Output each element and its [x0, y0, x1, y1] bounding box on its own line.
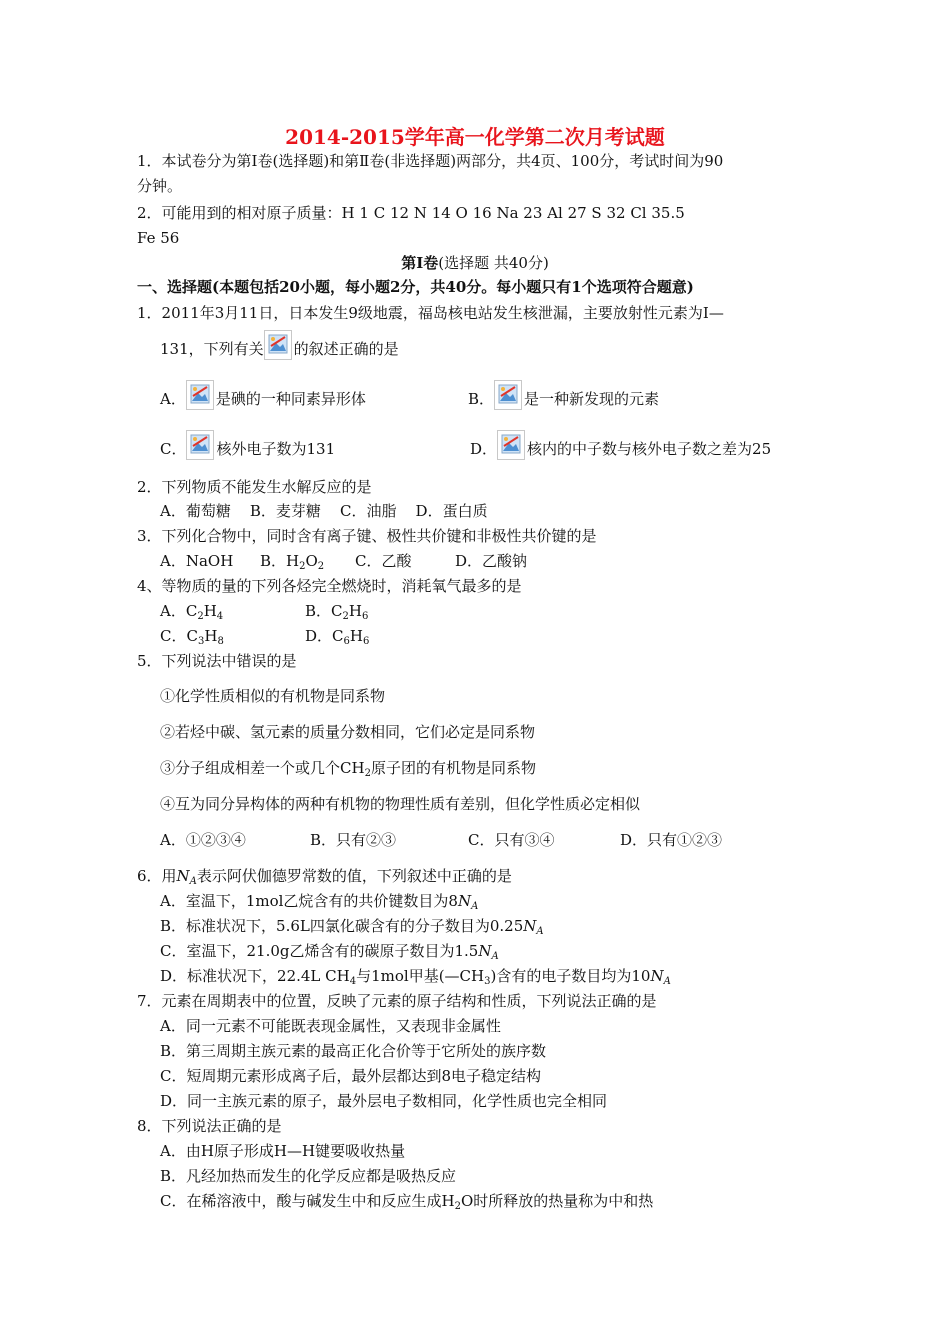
- q6-option-c: [160, 941, 499, 967]
- q1-stem-line-2: [160, 330, 399, 360]
- q8-option-a: A．由H原子形成H—H键要吸收热量: [160, 1142, 406, 1160]
- q4-option-a: [160, 601, 223, 621]
- q1-stem-line-1: 1．2011年3月11日，日本发生9级地震，福岛核电站发生核泄漏，主要放射性元素为I—: [137, 304, 724, 322]
- q3-option-a: A．NaOH: [160, 552, 234, 570]
- q4-a-t1: A．C: [160, 602, 198, 620]
- q4-c-t3: H: [204, 627, 218, 645]
- q5-statement-1: ①化学性质相似的有机物是同系物: [160, 687, 386, 705]
- q7-option-a: A．同一元素不可能既表现金属性，又表现非金属性: [160, 1017, 501, 1035]
- q6-d-t5: )含有的电子数目均为10: [490, 967, 651, 985]
- broken-image-icon: [494, 380, 522, 410]
- q4-a-t3: H: [203, 602, 217, 620]
- q5-s3-t3: 原子团的有机物是同系物: [370, 759, 536, 777]
- avogadro-symbol: [478, 942, 498, 960]
- q4-a-t4: 4: [216, 611, 224, 622]
- q5-statement-4: ④互为同分异构体的两种有机物的物理性质有差别，但化学性质必定相似: [160, 795, 641, 813]
- q2-options: A．葡萄糖 B．麦芽糖 C．油脂 D．蛋白质: [160, 502, 488, 520]
- q4-stem: 4、等物质的量的下列各烃完全燃烧时，消耗氧气最多的是: [137, 577, 522, 595]
- na-letter: N: [523, 917, 537, 935]
- q7-option-c: C．短周期元素形成离子后，最外层都达到8电子稳定结构: [160, 1067, 542, 1085]
- q1-option-a: [160, 380, 366, 410]
- q8-c-t1: C．在稀溶液中，酸与碱发生中和反应生成H: [160, 1192, 455, 1210]
- q4-b-t2: 2: [342, 611, 349, 622]
- q3-b-t2: 2: [299, 561, 306, 572]
- q4-b-t3: H: [348, 602, 362, 620]
- intro-line-3: 2．可能用到的相对原子质量：H 1 C 12 N 14 O 16 Na 23 Al 27 S 32 Cl 35.5: [137, 204, 685, 222]
- q3-b-t4: 2: [317, 561, 325, 572]
- q5-option-b: B．只有②③: [310, 831, 397, 849]
- q1-option-c-text: 核外电子数为131: [216, 440, 336, 458]
- q7-option-d: D．同一主族元素的原子，最外层电子数相同，化学性质也完全相同: [160, 1092, 608, 1110]
- q1-option-c-label: C．: [160, 440, 187, 458]
- section-1-heading: 一、选择题(本题包括20小题，每小题2分，共40分。每小题只有1个选项符合题意): [137, 278, 694, 296]
- q8-c-t3: O时所释放的热量称为中和热: [460, 1192, 654, 1210]
- avogadro-symbol: [177, 867, 197, 885]
- q4-c-t1: C．C: [160, 627, 198, 645]
- q8-option-b: B．凡经加热而发生的化学反应都是吸热反应: [160, 1167, 457, 1185]
- q6-a-text: A．室温下，1mol乙烷含有的共价键数目为8: [160, 892, 458, 910]
- q8-stem: 8．下列说法正确的是: [137, 1117, 282, 1135]
- intro-line-1: 1．本试卷分为第Ⅰ卷(选择题)和第Ⅱ卷(非选择题)两部分，共4页、100分，考试时间为90: [137, 152, 724, 170]
- part1-heading-main: 第Ⅰ卷: [401, 254, 439, 272]
- q5-option-c: C．只有③④: [468, 831, 555, 849]
- q1-option-d: [470, 430, 771, 460]
- avogadro-symbol: [650, 967, 670, 985]
- intro-line-4: Fe 56: [137, 229, 180, 247]
- q1-stem-part-a: 131，下列有关: [160, 340, 264, 358]
- q5-statement-3: [160, 758, 536, 778]
- q2-stem: 2．下列物质不能发生水解反应的是: [137, 478, 372, 496]
- part1-heading-rest: (选择题 共40分): [438, 254, 549, 272]
- q8-c-t2: 2: [454, 1201, 461, 1212]
- na-letter: N: [478, 942, 492, 960]
- q6-option-d: [160, 966, 671, 992]
- na-sub: A: [471, 901, 479, 912]
- broken-image-icon: [186, 380, 214, 410]
- broken-image-icon: [497, 430, 525, 460]
- q3-stem: 3．下列化合物中，同时含有离子键、极性共价键和非极性共价键的是: [137, 527, 597, 545]
- q3-b-t1: B．H: [260, 552, 300, 570]
- q1-option-d-label: D．: [470, 440, 498, 458]
- q6-stem-t2: 表示阿伏伽德罗常数的值，下列叙述中正确的是: [196, 867, 512, 885]
- q7-stem: 7．元素在周期表中的位置，反映了元素的原子结构和性质，下列说法正确的是: [137, 992, 657, 1010]
- q5-stem: 5．下列说法中错误的是: [137, 652, 297, 670]
- q1-option-c: [160, 430, 335, 460]
- na-letter: N: [457, 892, 472, 910]
- q7-option-b: B．第三周期主族元素的最高正化合价等于它所处的族序数: [160, 1042, 547, 1060]
- q4-c-t4: 8: [217, 636, 224, 647]
- q4-d-t3: H: [349, 627, 363, 645]
- na-sub: A: [189, 876, 197, 887]
- q4-d-t1: D．C: [305, 627, 344, 645]
- q4-b-t4: 6: [361, 611, 369, 622]
- q1-option-b-text: 是一种新发现的元素: [524, 390, 660, 408]
- q8-option-c: [160, 1191, 653, 1211]
- na-sub: A: [663, 976, 671, 987]
- q5-s3-t2: 2: [364, 768, 371, 779]
- q6-d-t1: D．标准状况下，22.4L CH: [160, 967, 350, 985]
- q4-option-c: [160, 626, 224, 646]
- q4-d-t2: 6: [343, 636, 350, 647]
- q6-c-text: C．室温下，21.0g乙烯含有的碳原子数目为1.5: [160, 942, 479, 960]
- q4-option-d: [305, 626, 369, 646]
- na-letter: N: [176, 867, 190, 885]
- q5-statement-2: ②若烃中碳、氢元素的质量分数相同，它们必定是同系物: [160, 723, 536, 741]
- q4-option-b: [305, 601, 368, 621]
- q5-option-a: A．①②③④: [160, 831, 246, 849]
- na-sub: A: [536, 926, 544, 937]
- broken-image-icon: [264, 330, 292, 360]
- q6-d-t4: 3: [484, 976, 491, 987]
- q1-option-a-label: A．: [160, 390, 186, 408]
- q1-option-a-text: 是碘的一种同素异形体: [215, 390, 366, 408]
- q1-option-d-text: 核内的中子数与核外电子数之差为25: [527, 440, 772, 458]
- q4-a-t2: 2: [197, 611, 204, 622]
- q1-option-b-label: B．: [468, 390, 495, 408]
- q6-stem-t1: 6．用: [137, 867, 177, 885]
- q3-option-d: D．乙酸钠: [455, 552, 528, 570]
- q4-c-t2: 3: [197, 636, 205, 647]
- q6-b-text: B．标准状况下，5.6L四氯化碳含有的分子数目为0.25: [160, 917, 524, 935]
- q1-stem-part-b: 的叙述正确的是: [293, 340, 399, 358]
- q3-b-t3: O: [305, 552, 318, 570]
- q5-s3-t1: ③分子组成相差一个或几个CH: [160, 759, 365, 777]
- part1-heading: [0, 253, 950, 273]
- q3-option-c: C．乙酸: [355, 552, 412, 570]
- q6-stem: [137, 866, 512, 892]
- avogadro-symbol: [458, 892, 478, 910]
- q3-option-b: [260, 551, 324, 571]
- na-letter: N: [650, 967, 664, 985]
- na-sub: A: [491, 951, 499, 962]
- broken-image-icon: [186, 430, 214, 460]
- q4-b-t1: B．C: [305, 602, 343, 620]
- q4-d-t4: 6: [362, 636, 370, 647]
- q6-d-t2: 4: [349, 976, 357, 987]
- q6-d-t3: 与1mol甲基(—CH: [356, 967, 485, 985]
- q5-option-d: D．只有①②③: [620, 831, 723, 849]
- intro-line-2: 分钟。: [137, 177, 183, 195]
- page-title: 2014-2015学年高一化学第二次月考试题: [285, 125, 665, 149]
- q1-option-b: [468, 380, 659, 410]
- q6-option-b: [160, 916, 544, 942]
- avogadro-symbol: [523, 917, 543, 935]
- q6-option-a: [160, 891, 478, 917]
